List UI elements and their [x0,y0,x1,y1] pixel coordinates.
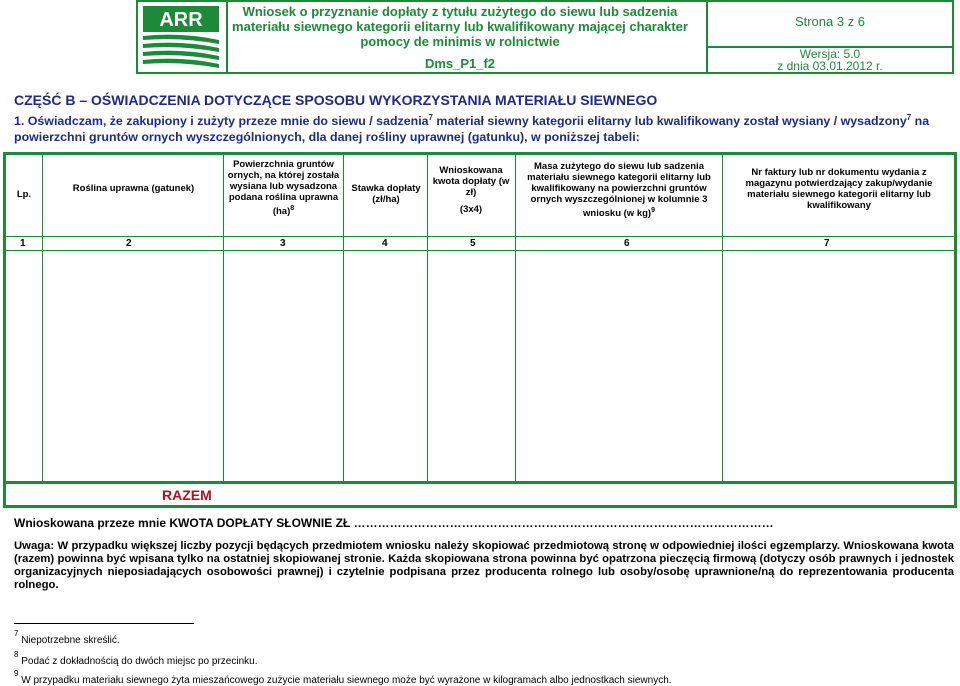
version-info [708,48,952,72]
form-title: Wniosek o przyznanie dopłaty z tytułu zużytego do siewu lub sadzenia materiału siewnego kategorii elitarny lub kwalifikowany mającej charakter pomocy de minimis w rolnictwie [232,4,688,49]
note-text: Uwaga: W przypadku większej liczby pozycji będących przedmiotem wniosku należy skopiować przedmiotową stronę w odpowiedniej ilości egzemplarzy. Wnioskowana kwota (razem) powinna być wpisana tylko na ostatniej skopiowanej stronie. Każda skopiowana strona powinna być opatrzona pieczęcią firmową (dotyczy osób prawnych i jednostek organizacyjnych nieposiadających osobowości prawnej) i czytelnie podpisana przez producenta rolnego lub osoby/osobę uprawnione/ną do reprezentowania producenta rolnego. [14,540,954,591]
version-date: z dnia 03.01.2012 r. [777,59,883,73]
arr-logo [138,2,228,72]
header-area: Powierzchnia gruntów ornych, na której została wysiana lub wysadzona podana roślina uprawna (ha)$^8$ [227,159,340,218]
header-rate: Stawka dopłaty (zł/ha) [351,183,421,205]
header-lp: Lp. [16,189,32,200]
column-number: 4 [382,238,388,249]
header-invoice: Nr faktury lub nr dokumentu wydania z magazynu potwierdzający zakup/wydanie materiału siewnego kategorii elitarny lub kwalifikowany [745,167,933,211]
column-number: 3 [280,238,286,249]
total-row [6,481,954,508]
total-label: RAZEM [162,487,212,503]
footnote-9: $^9$ W przypadku materiału siewnego żyta mieszańcowego zużycie materiału siewnego może być wyrażone w kilogramach albo jednostkach siewnych. [14,669,672,686]
table-entry-area[interactable] [6,251,954,481]
form-code: Dms_P1_f2 [424,56,496,71]
column-number: 1 [20,238,26,249]
header-amount: Wnioskowana kwota dopłaty (w zł) (3x4) [432,165,510,215]
footnote-8: $^8$ Podać z dokładnością do dwóch miejsc po przecinku. [14,650,258,667]
column-number: 5 [470,238,476,249]
document-header [136,0,954,74]
crops-table [3,152,957,508]
requested-amount-line: Wnioskowana przeze mnie KWOTA DOPŁATY SŁOWNIE ZŁ …………………………………………………………………………………………… [14,516,774,530]
column-number: 2 [126,238,132,249]
declaration-text: 1. Oświadczam, że zakupiony i zużyty przeze mnie do siewu / sadzenia$^7$ materiał siewny kategorii elitarny lub kwalifikowany został wysiany / wysadzony$^7$ na powierzchni gruntów ornych wyszczególnionych, dla danej rośliny uprawnej (gatunku), w poniższej tabeli: [14,113,930,145]
header-mass: Masa zużytego do siewu lub sadzenia materiału siewnego kategorii elitarny lub kwalifikowany na powierzchni gruntów ornych wyszczególnionej w kolumnie 3 wniosku (w kg)$^9$ [527,161,711,220]
footnote-divider [14,623,194,624]
column-number: 6 [624,238,630,249]
page-number: Strona 3 z 6 [794,14,866,29]
logo-text: ARR [159,9,203,31]
version-number: Wersja: 5.0 [799,47,861,61]
column-number: 7 [824,238,830,249]
footnote-7: $^7$ Niepotrzebne skreślić. [14,629,120,646]
section-title: CZĘŚĆ B – OŚWIADCZENIA DOTYCZĄCE SPOSOBU WYKORZYSTANIA MATERIAŁU SIEWNEGO [14,92,658,108]
header-crop: Roślina uprawna (gatunek) [72,183,195,194]
